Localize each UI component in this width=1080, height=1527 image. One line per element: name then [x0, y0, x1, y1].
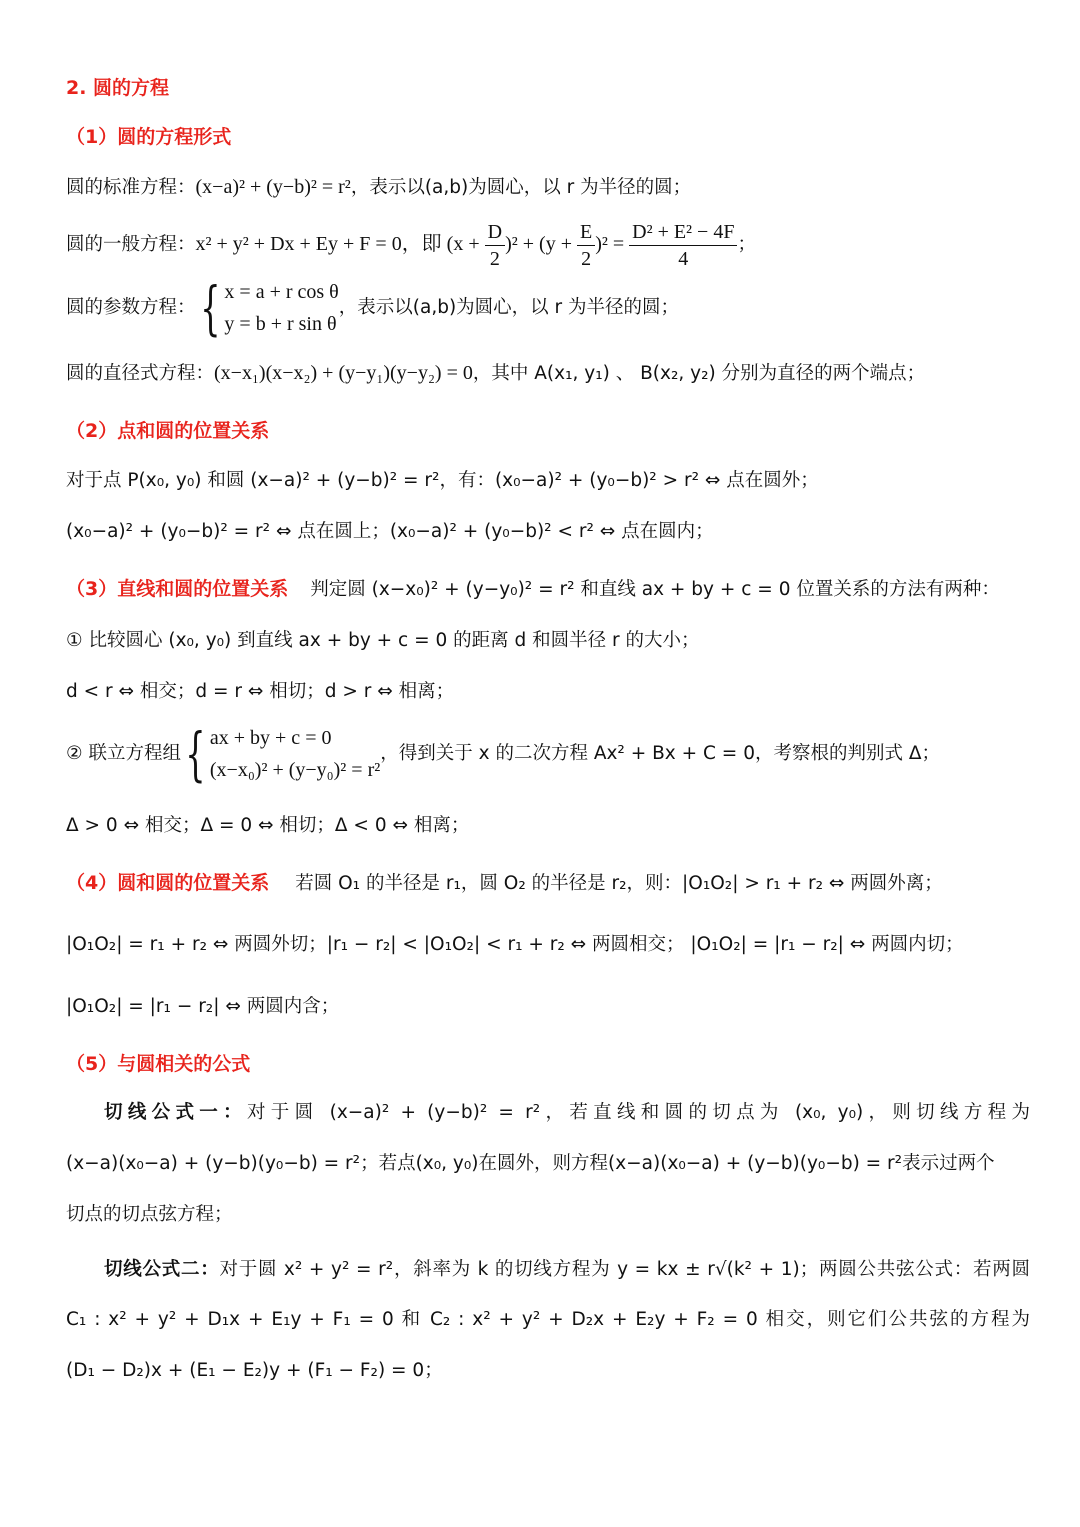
- tangent-formula-2-label: 切线公式二：: [104, 1259, 220, 1280]
- general-equation: x² + y² + Dx + Ey + F = 0: [195, 233, 402, 255]
- subsection-title-4: （4）圆和圆的位置关系: [66, 872, 270, 894]
- circle-circle-line-3: |O₁O₂| = |r₁ − r₂| ⇔ 两圆内含；: [66, 996, 340, 1017]
- method-2-system: ax + by + c = 0 (x−x₀)² + (y−y₀)² = r²: [209, 727, 381, 781]
- method-2-label: ② 联立方程组: [66, 743, 181, 764]
- general-mid: ，即 (x +: [401, 233, 485, 255]
- tangent-formula-1-line-2: (x−a)(x₀−a) + (y−b)(y₀−b) = r²；若点(x₀, y₀)在圆外，则方程(x−a)(x₀−a) + (y−b)(y₀−b) = r²表示过两个: [66, 1153, 995, 1174]
- tangent-formula-1-line-1: [66, 1100, 1030, 1126]
- subsection-title-3: （3）直线和圆的位置关系: [66, 578, 289, 600]
- left-brace-icon: {: [199, 274, 221, 342]
- diameter-description: ，其中 A(x₁, y₁) 、 B(x₂, y₂) 分别为直径的两个端点；: [472, 363, 926, 384]
- tangent-formula-1-text: 对于圆 (x−a)² + (y−b)² = r²，若直线和圆的切点为 (x₀, y₀)，则切线方程为: [246, 1102, 1030, 1123]
- subsection-title-2: （2）点和圆的位置关系: [66, 420, 270, 442]
- point-circle-line-2: (x₀−a)² + (y₀−b)² = r² ⇔ 点在圆上；(x₀−a)² + (y₀−b)² < r² ⇔ 点在圆内；: [66, 521, 714, 542]
- standard-equation-line: [66, 174, 1030, 201]
- tangent-formula-2-line-2: C₁ : x² + y² + D₁x + E₁y + F₁ = 0 和 C₂ : x² + y² + D₂x + E₂y + F₂ = 0 相交，则它们公共弦的方程为: [66, 1309, 1030, 1330]
- section-title: 2. 圆的方程: [66, 77, 170, 99]
- subsection-title-1: （1）圆的方程形式: [66, 126, 232, 148]
- general-label: 圆的一般方程：: [66, 234, 196, 255]
- general-equation-line: [66, 218, 1030, 272]
- parametric-equation-line: [66, 276, 1030, 340]
- method-2-line: [66, 722, 1030, 786]
- general-end: ；: [737, 234, 756, 255]
- subsection-title-5: （5）与圆相关的公式: [66, 1053, 251, 1075]
- point-circle-line-1: 对于点 P(x₀, y₀) 和圆 (x−a)² + (y−b)² = r²，有：(x₀−a)² + (y₀−b)² > r² ⇔ 点在圆外；: [66, 470, 819, 491]
- method-2-result: Δ > 0 ⇔ 相交；Δ = 0 ⇔ 相切；Δ < 0 ⇔ 相离；: [66, 815, 470, 836]
- left-brace-icon: {: [185, 720, 206, 788]
- method-1-result: d < r ⇔ 相交；d = r ⇔ 相切；d > r ⇔ 相离；: [66, 681, 455, 702]
- diameter-label: 圆的直径式方程：: [66, 363, 215, 384]
- tangent-formula-1-label: 切线公式一：: [104, 1102, 247, 1123]
- method-2-description: ，得到关于 x 的二次方程 Ax² + Bx + C = 0，考察根的判别式 Δ；: [380, 743, 940, 764]
- tangent-formula-2-line-3: (D₁ − D₂)x + (E₁ − E₂)y + (F₁ − F₂) = 0；: [66, 1360, 443, 1381]
- circle-circle-intro: 若圆 O₁ 的半径是 r₁，圆 O₂ 的半径是 r₂，则：|O₁O₂| > r₁ + r₂ ⇔ 两圆外离；: [295, 873, 943, 894]
- line-circle-intro: 判定圆 (x−x₀)² + (y−y₀)² = r² 和直线 ax + by + c = 0 位置关系的方法有两种：: [310, 579, 1000, 600]
- parametric-label: 圆的参数方程：: [66, 297, 196, 318]
- fraction-d-over-2: $\frac{D}{2}$: [485, 219, 505, 272]
- diameter-equation-line: [66, 360, 1030, 387]
- standard-description: ，表示以(a,b)为圆心，以 r 为半径的圆；: [350, 177, 692, 198]
- tangent-formula-2-text: 对于圆 x² + y² = r²，斜率为 k 的切线方程为 y = kx ± r√(k² + 1)；两圆公共弦公式：若两圆: [219, 1259, 1030, 1280]
- general-mid-3: )² =: [595, 233, 630, 255]
- tangent-formula-2-line-1: [66, 1257, 1030, 1283]
- method-1-line: ① 比较圆心 (x₀, y₀) 到直线 ax + by + c = 0 的距离 d 和圆半径 r 的大小；: [66, 630, 700, 651]
- general-mid-2: )² + (y +: [505, 233, 577, 255]
- parametric-description: ，表示以(a,b)为圆心，以 r 为半径的圆；: [338, 297, 680, 318]
- standard-equation: (x−a)² + (y−b)² = r²: [195, 176, 351, 198]
- tangent-formula-1-line-3: 切点的切点弦方程；: [66, 1204, 233, 1225]
- circle-circle-intro-line: [66, 870, 1030, 897]
- fraction-e-over-2: $\frac{E}{2}$: [577, 219, 595, 272]
- diameter-equation: (x−x₁)(x−x₂) + (y−y₁)(y−y₂) = 0: [214, 362, 473, 384]
- fraction-radius-squared: $\frac{\text{D² + E² − 4F}}{4}$: [629, 219, 737, 272]
- standard-label: 圆的标准方程：: [66, 177, 196, 198]
- line-circle-intro-line: [66, 576, 1030, 603]
- circle-circle-line-2: |O₁O₂| = r₁ + r₂ ⇔ 两圆外切；|r₁ − r₂| < |O₁O₂| < r₁ + r₂ ⇔ 两圆相交； |O₁O₂| = |r₁ − r₂| ⇔ 两圆内切；: [66, 934, 964, 955]
- parametric-system: x = a + r cos θ y = b + r sin θ: [224, 281, 339, 335]
